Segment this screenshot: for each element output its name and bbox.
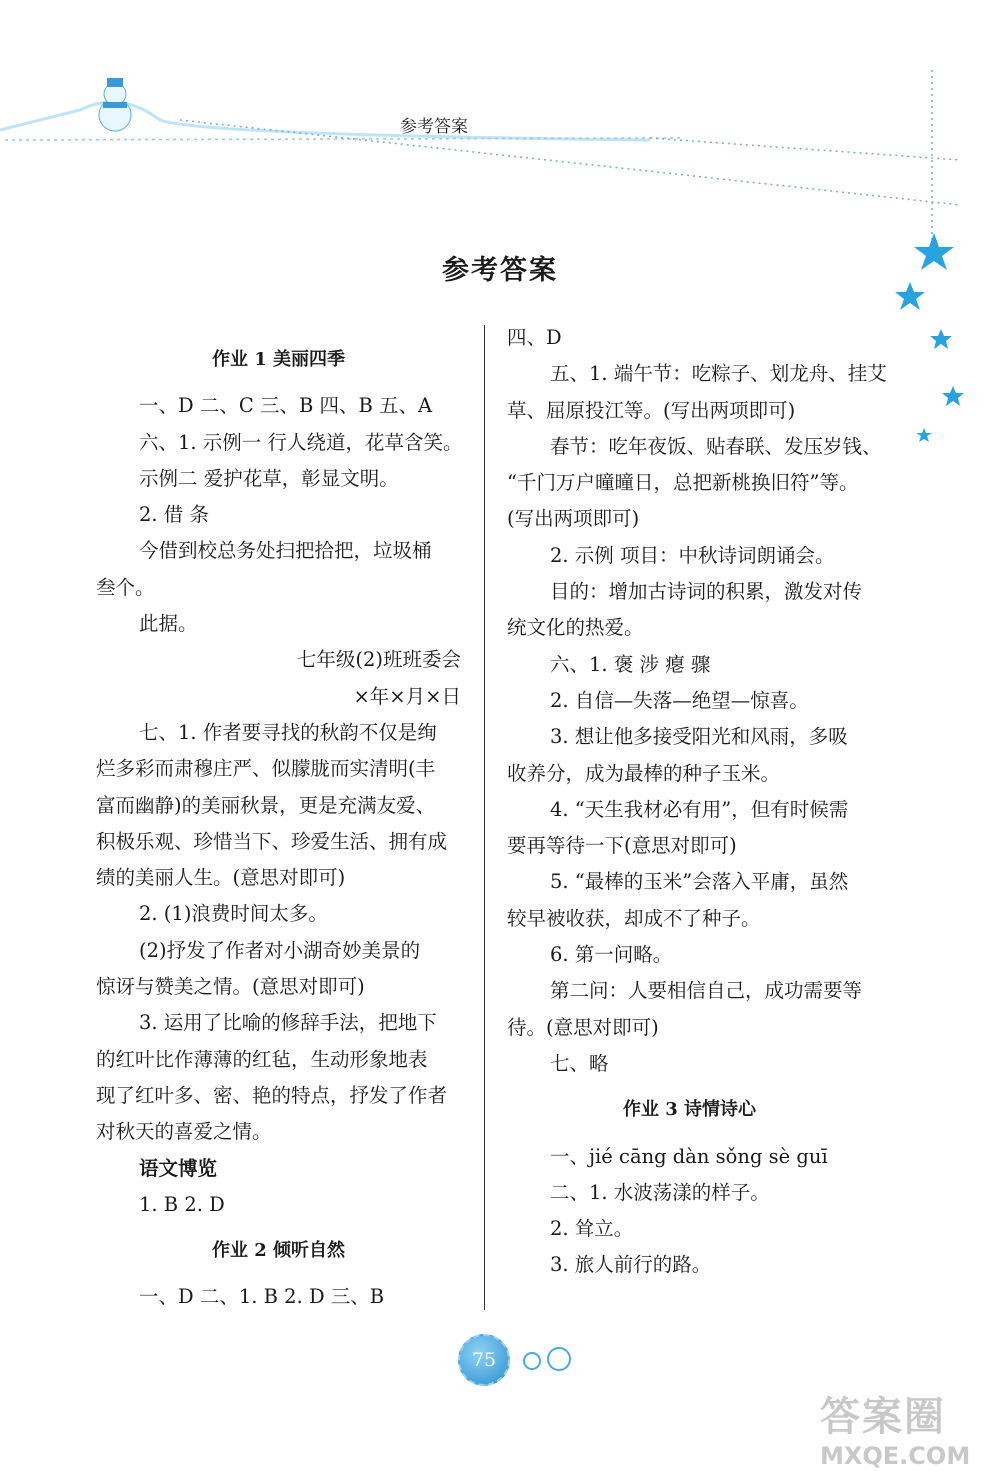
answer-line: 春节：吃年夜饭、贴春联、发压岁钱、 xyxy=(550,434,882,458)
answer-line: 六、1. 示例一 行人绕道，花草含笑。 xyxy=(139,430,463,454)
answer-line: 一、jié cāng dàn sǒng sè guī xyxy=(550,1144,828,1168)
answer-line: 目的：增加古诗词的积累，激发对传 xyxy=(550,580,863,604)
answer-line: 较早被收获，却成不了种子。 xyxy=(507,906,761,930)
answer-line: 3. 运用了比喻的修辞手法，把地下 xyxy=(139,1011,437,1035)
answer-line: 一、D 二、C 三、B 四、B 五、A xyxy=(139,394,433,418)
answer-line: 第二问：人要相信自己，成功需要等 xyxy=(550,979,863,1003)
star-icon xyxy=(930,329,952,349)
page-title: 参考答案 xyxy=(442,255,558,286)
answer-line: 4. “天生我材必有用”，但有时候需 xyxy=(550,797,849,821)
answer-line: 现了红叶多、密、艳的特点，抒发了作者 xyxy=(96,1083,448,1107)
answer-line: 收养分，成为最棒的种子玉米。 xyxy=(507,761,781,785)
answer-line: 2. 示例 项目：中秋诗词朗诵会。 xyxy=(550,543,835,567)
answer-line: 五、1. 端午节：吃粽子、划龙舟、挂艾 xyxy=(550,362,887,386)
answer-line: 七、1. 作者要寻找的秋韵不仅是绚 xyxy=(139,720,437,744)
answer-line: 要再等待一下(意思对即可) xyxy=(507,834,737,858)
answer-line: 六、1. 褒 涉 瘪 骤 xyxy=(550,652,711,676)
answer-line: 示例二 爱护花草，彰显文明。 xyxy=(139,466,399,490)
answer-line: 语文博览 xyxy=(139,1156,218,1180)
left-column xyxy=(96,332,461,1316)
star-icon xyxy=(916,428,932,442)
answer-line: 对秋天的喜爱之情。 xyxy=(96,1120,272,1144)
answer-line: 四、D xyxy=(507,326,562,349)
answer-line: 待。(意思对即可) xyxy=(507,1015,659,1039)
answer-line: 5. “最棒的玉米”会落入平庸，虽然 xyxy=(550,870,849,894)
answer-line: 绩的美丽人生。(意思对即可) xyxy=(96,866,346,890)
header-decoration xyxy=(0,60,1000,260)
answer-line: 3. 想让他多接受阳光和风雨，多吸 xyxy=(550,725,848,749)
answer-line: 2. 借 条 xyxy=(139,503,210,527)
answer-line: ×年×月×日 xyxy=(353,684,461,708)
answer-line: 统文化的热爱。 xyxy=(507,616,644,640)
answer-line: “千门万户曈曈日，总把新桃换旧符”等。 xyxy=(507,471,859,495)
answer-line: 烂多彩而肃穆庄严、似朦胧而实清明(丰 xyxy=(96,757,436,781)
circle-icon xyxy=(523,1352,541,1370)
answer-line: (2)抒发了作者对小湖奇妙美景的 xyxy=(139,938,421,962)
answer-line: 2. 耸立。 xyxy=(550,1217,634,1241)
circle-icon xyxy=(547,1347,571,1371)
answer-line: 七年级(2)班班委会 xyxy=(296,648,461,672)
answer-line: 惊讶与赞美之情。(意思对即可) xyxy=(96,975,365,999)
answer-line: 一、D 二、1. B 2. D 三、B xyxy=(139,1285,385,1309)
star-icon xyxy=(942,386,964,406)
section-heading: 作业 1 美丽四季 xyxy=(211,349,346,370)
answer-line: 积极乐观、珍惜当下、珍爱生活、拥有成 xyxy=(96,829,448,853)
right-column xyxy=(507,320,887,1284)
answer-line: 叁个。 xyxy=(96,575,155,599)
answer-line: 富而幽静)的美丽秋景，更是充满友爱、 xyxy=(96,793,436,817)
answer-line: 6. 第一问略。 xyxy=(550,943,673,967)
answer-line: 此据。 xyxy=(139,612,198,636)
column-divider xyxy=(484,325,485,1310)
section-heading: 作业 2 倾听自然 xyxy=(211,1240,346,1262)
answer-line: 草、屈原投江等。(写出两项即可) xyxy=(507,398,796,422)
watermark: 答案圈 MXQE.COM xyxy=(820,1394,971,1470)
snowman-icon xyxy=(99,78,131,131)
answer-line: 2. (1)浪费时间太多。 xyxy=(139,902,328,926)
answer-line: 1. B 2. D xyxy=(139,1192,225,1216)
answer-line: 七、略 xyxy=(550,1051,609,1075)
answer-line: 3. 旅人前行的路。 xyxy=(550,1253,712,1277)
answer-line: 2. 自信—失落—绝望—惊喜。 xyxy=(550,688,809,712)
answer-line: 的红叶比作薄薄的红毡，生动形象地表 xyxy=(96,1047,428,1071)
section-heading: 作业 3 诗情诗心 xyxy=(622,1099,757,1121)
answer-line: 二、1. 水波荡漾的样子。 xyxy=(550,1180,770,1204)
answer-line: 今借到校总务处扫把拾把，垃圾桶 xyxy=(139,539,432,563)
page-number: 75 xyxy=(458,1334,510,1386)
answer-line: (写出两项即可) xyxy=(507,507,640,531)
